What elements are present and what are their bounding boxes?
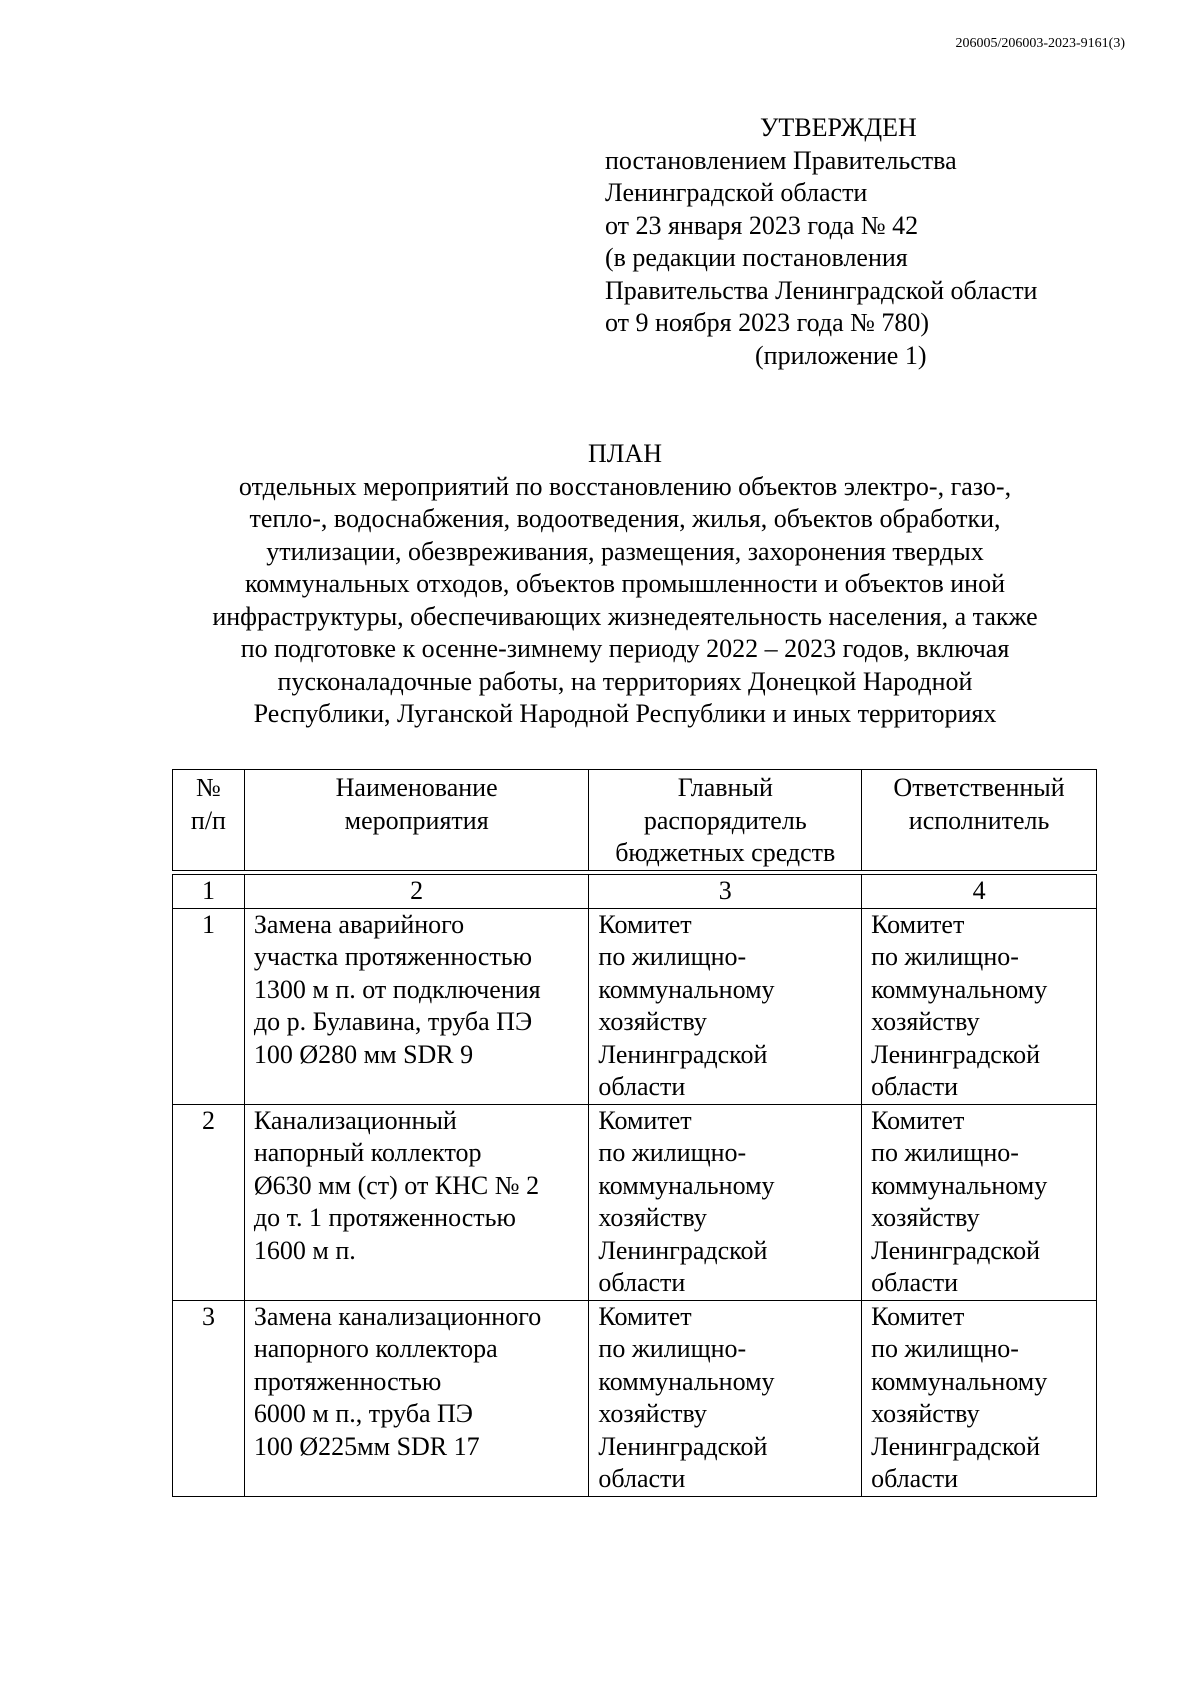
plan-subtitle-line: инфраструктуры, обеспечивающих жизнедеятельность населения, а также [212,601,1038,631]
approval-line: постановлением Правительства [605,145,957,175]
row-name: Замена аварийного участка протяженностью 1300 м п. от подключения до р. Булавина, труба ПЭ 100 Ø280 мм SDR 9 [244,908,589,1104]
column-number: 3 [589,875,862,909]
header-name: Наименование мероприятия [244,770,589,871]
approval-line: от 9 ноября 2023 года № 780) [605,308,930,337]
plan-subtitle-line: отдельных мероприятий по восстановлению объектов электро-, газо-, [238,471,1012,501]
approval-line: (в редакции постановления [605,243,908,272]
column-number-row [173,875,1097,909]
header-executor: Ответственный исполнитель [862,770,1097,871]
approval-line: Правительства Ленинградской области [605,275,1038,305]
approval-block [605,112,1125,372]
plan-subtitle-line: по подготовке к осенне-зимнему периоду 2022 – 2023 годов, включая [240,634,1010,663]
table-row [173,908,1097,1104]
table-row [173,1300,1097,1496]
column-number: 2 [244,875,589,909]
plan-title: ПЛАН [588,439,662,468]
table-header-row [173,770,1097,871]
row-budget-manager: Комитет по жилищно- коммунальному хозяйству Ленинградской области [589,1300,862,1496]
plan-subtitle-line: Республики, Луганской Народной Республики и иных территориях [253,699,997,728]
row-budget-manager: Комитет по жилищно- коммунальному хозяйству Ленинградской области [589,908,862,1104]
header-budget-manager: Главный распорядитель бюджетных средств [589,770,862,871]
column-number: 1 [173,875,245,909]
approval-line: от 23 января 2023 года № 42 [605,210,919,240]
row-budget-manager: Комитет по жилищно- коммунальному хозяйству Ленинградской области [589,1104,862,1300]
row-name: Канализационный напорный коллектор Ø630 мм (ст) от КНС № 2 до т. 1 протяженностью 1600 м п. [244,1104,589,1300]
plan-subtitle-line: коммунальных отходов, объектов промышленности и объектов иной [244,569,1006,598]
table-row [173,1104,1097,1300]
plan-heading [130,438,1120,731]
column-number: 4 [862,875,1097,909]
plan-subtitle-line: утилизации, обезвреживания, размещения, захоронения твердых [266,536,984,566]
plan-subtitle-line: пусконаладочные работы, на территориях Донецкой Народной [277,666,973,696]
row-number: 2 [173,1104,245,1300]
row-number: 3 [173,1300,245,1496]
row-executor: Комитет по жилищно- коммунальному хозяйству Ленинградской области [862,1300,1097,1496]
row-executor: Комитет по жилищно- коммунальному хозяйству Ленинградской области [862,1104,1097,1300]
header-number: № п/п [173,770,245,871]
approval-line: Ленинградской области [605,178,868,207]
approval-title: УТВЕРЖДЕН [760,113,917,142]
approval-appendix-note: (приложение 1) [755,340,927,370]
row-number: 1 [173,908,245,1104]
plan-subtitle-line: тепло-, водоснабжения, водоотведения, жилья, объектов обработки, [249,504,1001,533]
document-id: 206005/206003-2023-9161(3) [955,36,1125,51]
plan-table [172,769,1097,1497]
row-executor: Комитет по жилищно- коммунальному хозяйству Ленинградской области [862,908,1097,1104]
row-name: Замена канализационного напорного коллектора протяженностью 6000 м п., труба ПЭ 100 Ø225мм SDR 17 [244,1300,589,1496]
